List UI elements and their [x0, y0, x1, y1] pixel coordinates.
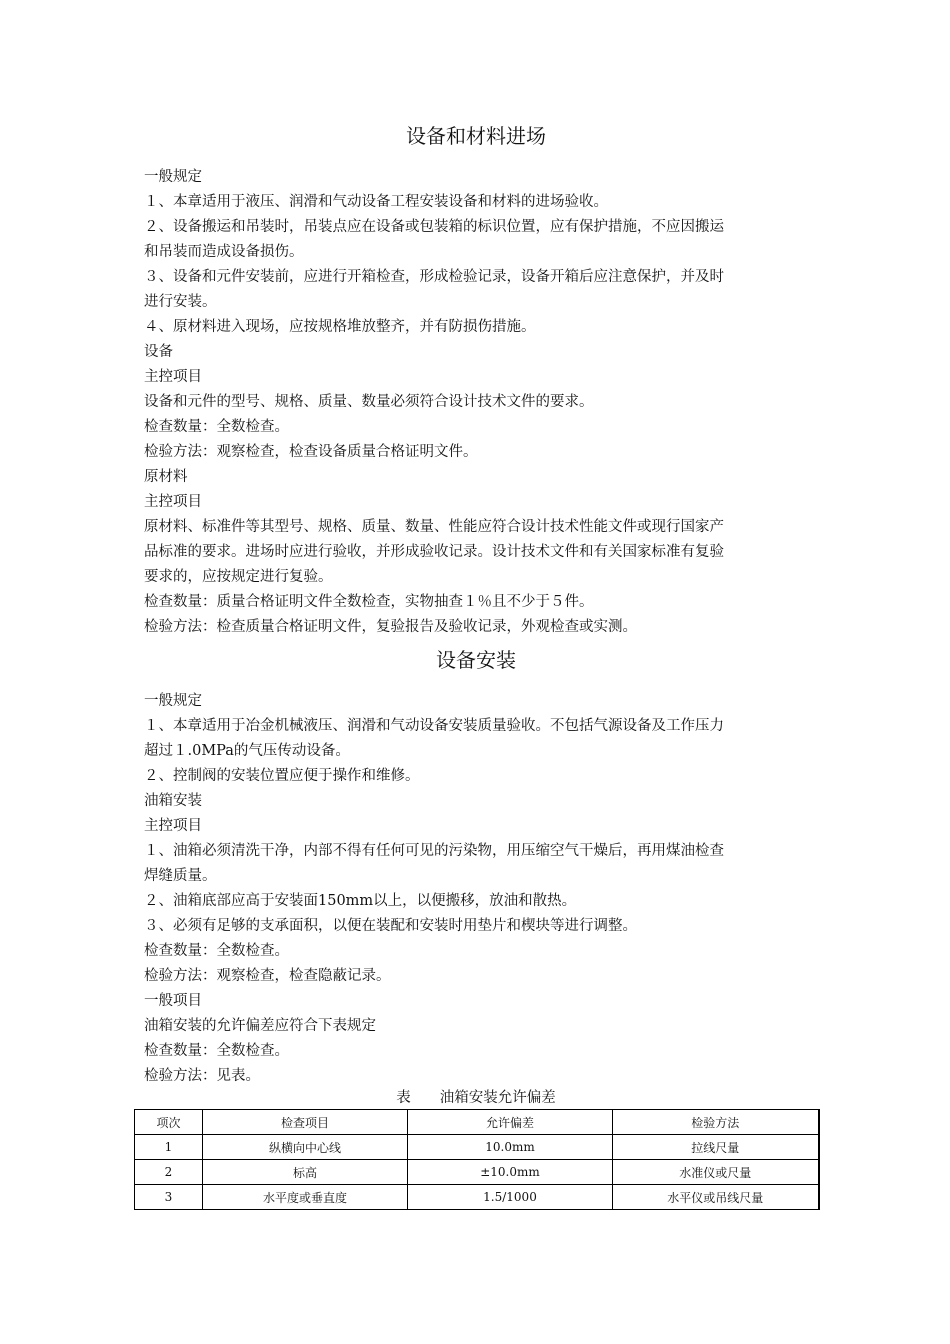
cell-tolerance: ±10.0mm — [408, 1160, 613, 1185]
text-line: 进行安装。 — [144, 294, 217, 310]
text-line: 一般规定 — [144, 693, 202, 709]
text-line: ３、设备和元件安装前，应进行开箱检查，形成检验记录，设备开箱后应注意保护，并及时 — [144, 269, 724, 285]
text-line: １、本章适用于冶金机械液压、润滑和气动设备安装质量验收。不包括气源设备及工作压力 — [144, 718, 724, 734]
cell-tolerance: 1.5/1000 — [408, 1185, 613, 1210]
text-line: 超过１.0MPa的气压传动设备。 — [144, 743, 350, 759]
cell-method: 拉线尺量 — [613, 1135, 819, 1160]
text-line: 检查数量：质量合格证明文件全数检查，实物抽查１％且不少于５件。 — [144, 594, 594, 610]
text-line: ３、必须有足够的支承面积，以便在装配和安装时用垫片和楔块等进行调整。 — [144, 918, 637, 934]
text-line: 和吊装而造成设备损伤。 — [144, 244, 304, 260]
section-title-equipment-materials-entry: 设备和材料进场 — [406, 124, 546, 148]
text-line: 设备和元件的型号、规格、质量、数量必须符合设计技术文件的要求。 — [144, 394, 594, 410]
text-line: 检验方法：观察检查，检查设备质量合格证明文件。 — [144, 444, 478, 460]
cell-method: 水准仪或尺量 — [613, 1160, 819, 1185]
tank-installation-tolerance-table — [134, 1109, 820, 1210]
section-title-equipment-installation: 设备安装 — [436, 648, 516, 672]
text-line: 检验方法：检查质量合格证明文件，复验报告及验收记录，外观检查或实测。 — [144, 619, 637, 635]
text-line: 油箱安装 — [144, 793, 202, 809]
header-method: 检验方法 — [613, 1110, 819, 1135]
cell-check-item: 纵横向中心线 — [203, 1135, 408, 1160]
header-tolerance: 允许偏差 — [408, 1110, 613, 1135]
text-line: ４、原材料进入现场，应按规格堆放整齐，并有防损伤措施。 — [144, 319, 536, 335]
text-line: 主控项目 — [144, 494, 202, 510]
table-header-row — [135, 1110, 819, 1135]
cell-method: 水平仪或吊线尺量 — [613, 1185, 819, 1210]
text-line: 主控项目 — [144, 369, 202, 385]
text-line: 一般项目 — [144, 993, 202, 1009]
text-line: 原材料 — [144, 469, 188, 485]
text-line: 检查数量：全数检查。 — [144, 1043, 289, 1059]
text-line: 检查数量：全数检查。 — [144, 943, 289, 959]
text-line: 原材料、标准件等其型号、规格、质量、数量、性能应符合设计技术性能文件或现行国家产 — [144, 519, 724, 535]
text-line: １、油箱必须清洗干净，内部不得有任何可见的污染物，用压缩空气干燥后，再用煤油检查 — [144, 843, 724, 859]
text-line: 检查数量：全数检查。 — [144, 419, 289, 435]
text-line: 焊缝质量。 — [144, 868, 217, 884]
cell-check-item: 标高 — [203, 1160, 408, 1185]
text-line: 检验方法：观察检查，检查隐蔽记录。 — [144, 968, 391, 984]
cell-tolerance: 10.0mm — [408, 1135, 613, 1160]
cell-check-item: 水平度或垂直度 — [203, 1185, 408, 1210]
table-row — [135, 1135, 819, 1160]
cell-item-no: 3 — [135, 1185, 203, 1210]
text-line: ２、设备搬运和吊装时，吊装点应在设备或包装箱的标识位置，应有保护措施，不应因搬运 — [144, 219, 724, 235]
cell-item-no: 2 — [135, 1160, 203, 1185]
text-line: 一般规定 — [144, 169, 202, 185]
text-line: 品标准的要求。进场时应进行验收，并形成验收记录。设计技术文件和有关国家标准有复验 — [144, 544, 724, 560]
text-line: ２、控制阀的安装位置应便于操作和维修。 — [144, 768, 420, 784]
table-caption: 表 油箱安装允许偏差 — [396, 1090, 556, 1106]
text-line: 要求的，应按规定进行复验。 — [144, 569, 333, 585]
text-line: 油箱安装的允许偏差应符合下表规定 — [144, 1018, 376, 1034]
text-line: ２、油箱底部应高于安装面150mm以上，以便搬移，放油和散热。 — [144, 893, 577, 909]
cell-item-no: 1 — [135, 1135, 203, 1160]
text-line: 检验方法：见表。 — [144, 1068, 260, 1084]
table-row — [135, 1185, 819, 1210]
header-item-no: 项次 — [135, 1110, 203, 1135]
text-line: １、本章适用于液压、润滑和气动设备工程安装设备和材料的进场验收。 — [144, 194, 608, 210]
header-check-item: 检查项目 — [203, 1110, 408, 1135]
text-line: 设备 — [144, 344, 173, 360]
table-row — [135, 1160, 819, 1185]
text-line: 主控项目 — [144, 818, 202, 834]
